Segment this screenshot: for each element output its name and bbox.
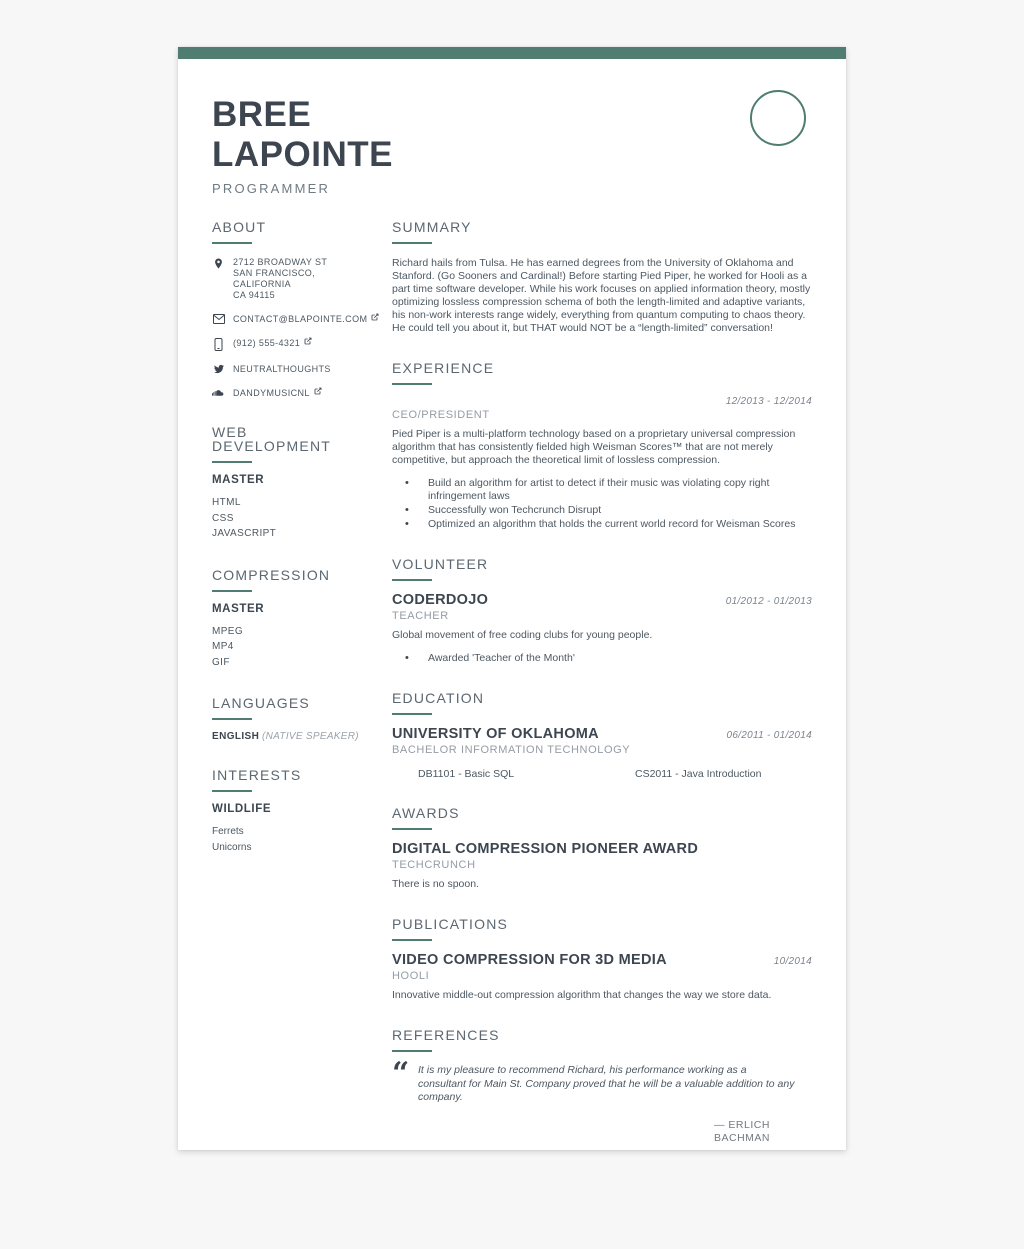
entry-header — [392, 841, 812, 857]
twitter-icon — [212, 364, 225, 375]
phone-row[interactable] — [212, 338, 370, 351]
soundcloud-handle[interactable]: DANDYMUSICNL — [233, 388, 310, 398]
contact-list — [212, 257, 370, 399]
entry-description: Innovative middle-out compression algorithm that changes the way we store data. — [392, 989, 772, 1001]
entry-bullets — [392, 652, 812, 665]
skill-item: JAVASCRIPT — [212, 528, 277, 539]
entry-description: Pied Piper is a multi-platform technology based on a proprietary universal compression algorithm that has consistently fielded high Weisman Scores™ that are not merely competitive, but approach the theoretical limit of lossless compression. — [392, 428, 796, 466]
bullet-item: • Optimized an algorithm that holds the current world record for Weisman Scores — [392, 518, 812, 531]
entry-date: 01/2012 - 01/2013 — [725, 596, 812, 607]
entry-date: 10/2014 — [773, 956, 812, 967]
skill-level: MASTER — [212, 602, 265, 615]
entry-description: Global movement of free coding clubs for young people. — [392, 629, 653, 641]
soundcloud-row[interactable] — [212, 388, 370, 399]
reference-quote — [392, 1056, 812, 1105]
avatar-placeholder — [750, 90, 806, 146]
interest-items — [212, 824, 370, 856]
candidate-name-line1: BREE — [212, 95, 312, 134]
skill-item: MPEG — [212, 625, 244, 637]
interests-section — [212, 768, 370, 856]
entry-title: VIDEO COMPRESSION FOR 3D MEDIA — [392, 952, 667, 968]
language-row — [212, 731, 370, 742]
mobile-phone-icon — [212, 338, 225, 351]
volunteer-section — [392, 557, 812, 665]
volunteer-entry — [392, 592, 812, 665]
external-link-icon — [304, 337, 312, 350]
award-entry — [392, 841, 812, 891]
summary-section — [392, 220, 812, 335]
quote-attribution — [714, 1119, 812, 1145]
skill-section-heading: COMPRESSION — [212, 566, 331, 583]
entry-header — [392, 952, 812, 968]
course-item: CS2011 - Java Introduction — [635, 768, 762, 780]
entry-title: UNIVERSITY OF OKLAHOMA — [392, 726, 599, 742]
entry-degree: BACHELOR INFORMATION TECHNOLOGY — [392, 744, 631, 756]
candidate-name-line2: LAPOINTE — [212, 135, 393, 174]
attribution-line: BACHMAN — [714, 1131, 771, 1144]
skill-section-heading: WEB DEVELOPMENT — [212, 424, 331, 454]
quote-text: It is my pleasure to recommend Richard, his performance working as a consultant for Main St. Company proved that he will be a valuable addition to any company. — [418, 1064, 795, 1103]
entry-header — [392, 592, 812, 608]
interests-heading: INTERESTS — [212, 767, 302, 783]
experience-section — [392, 361, 812, 531]
twitter-row[interactable] — [212, 364, 370, 375]
skill-items — [212, 624, 370, 671]
candidate-job-title: PROGRAMMER — [212, 181, 331, 196]
references-section — [392, 1028, 812, 1145]
heading-rule — [212, 790, 252, 792]
publications-section — [392, 917, 812, 1002]
skill-item: HTML — [212, 497, 241, 508]
entry-role: TEACHER — [392, 610, 449, 622]
experience-entry — [392, 396, 812, 531]
interest-category: WILDLIFE — [212, 803, 272, 815]
interest-item: Unicorns — [212, 842, 252, 853]
entry-header — [392, 396, 812, 407]
skill-section-compression — [212, 568, 370, 671]
map-marker-icon — [212, 257, 225, 301]
content-columns — [178, 196, 846, 1145]
candidate-name — [212, 95, 812, 175]
education-section — [392, 691, 812, 780]
about-section — [212, 220, 370, 399]
course-item: DB1101 - Basic SQL — [418, 768, 515, 780]
heading-rule — [392, 579, 432, 581]
attribution-line: — ERLICH — [714, 1118, 770, 1131]
skill-section-web-development — [212, 425, 370, 542]
twitter-handle[interactable]: NEUTRALTHOUGHTS — [233, 364, 331, 374]
awards-section — [392, 806, 812, 891]
external-link-icon — [314, 387, 322, 398]
heading-rule — [392, 828, 432, 830]
email-link[interactable]: CONTACT@BLAPOINTE.COM — [233, 314, 368, 324]
address-line: CA 94115 — [233, 290, 276, 300]
heading-rule — [212, 242, 252, 244]
resume-page — [178, 47, 846, 1150]
entry-date: 12/2013 - 12/2014 — [725, 396, 812, 407]
heading-rule — [212, 718, 252, 720]
publications-heading: PUBLICATIONS — [392, 916, 509, 932]
address-row — [212, 257, 370, 301]
bullet-item: • Build an algorithm for artist to detect if their music was violating copy right infringement laws — [392, 477, 812, 503]
about-heading: ABOUT — [212, 219, 267, 235]
address-text — [233, 257, 370, 301]
language-proficiency: (NATIVE SPEAKER) — [262, 731, 359, 742]
entry-title: CODERDOJO — [392, 592, 489, 608]
summary-heading: SUMMARY — [392, 219, 472, 235]
entry-header — [392, 726, 812, 742]
awards-heading: AWARDS — [392, 805, 460, 821]
main-column — [392, 205, 812, 1145]
heading-rule — [212, 590, 252, 592]
references-heading: REFERENCES — [392, 1027, 500, 1043]
volunteer-heading: VOLUNTEER — [392, 556, 489, 572]
heading-rule — [392, 242, 432, 244]
email-row[interactable] — [212, 314, 370, 325]
languages-section — [212, 696, 370, 742]
resume-header — [178, 59, 846, 196]
skill-item: GIF — [212, 656, 230, 668]
languages-heading: LANGUAGES — [212, 695, 310, 711]
heading-rule — [392, 713, 432, 715]
education-entry — [392, 726, 812, 780]
summary-text: Richard hails from Tulsa. He has earned degrees from the University of Oklahoma and Stanford. (Go Sooners and Cardinal!) Before starting Pied Piper, he worked for Hooli as a part time software developer. While his work focuses on applied information theory, mostly optimizing lossless compression schema of both the length-limited and adaptive variants, his non-work interests range widely, everything from quantum computing to chaos theory. He could tell you about it, but THAT would NOT be a “length-limited” conversation! — [392, 257, 811, 334]
address-line: 2712 BROADWAY ST — [233, 257, 328, 267]
entry-publisher: HOOLI — [392, 970, 430, 982]
skill-item: MP4 — [212, 641, 234, 652]
experience-heading: EXPERIENCE — [392, 360, 495, 376]
entry-issuer: TECHCRUNCH — [392, 859, 476, 871]
publication-entry — [392, 952, 812, 1002]
entry-title: DIGITAL COMPRESSION PIONEER AWARD — [392, 841, 699, 857]
heading-rule — [212, 461, 252, 463]
address-line: SAN FRANCISCO, CALIFORNIA — [233, 268, 316, 289]
education-heading: EDUCATION — [392, 690, 485, 706]
bullet-item: • Successfully won Techcrunch Disrupt — [392, 504, 812, 517]
entry-bullets — [392, 477, 812, 531]
entry-description: There is no spoon. — [392, 878, 479, 890]
skill-items — [212, 495, 370, 542]
heading-rule — [392, 939, 432, 941]
skill-level: MASTER — [212, 474, 265, 486]
course-list — [392, 768, 812, 780]
heading-rule — [392, 383, 432, 385]
bullet-item: • Awarded 'Teacher of the Month' — [392, 652, 812, 665]
entry-role: CEO/PRESIDENT — [392, 409, 490, 421]
heading-rule — [392, 1050, 432, 1052]
language-name: ENGLISH — [212, 731, 260, 742]
interest-item: Ferrets — [212, 826, 244, 837]
phone-link[interactable]: (912) 555-4321 — [233, 338, 301, 348]
external-link-icon — [371, 313, 379, 324]
sidebar — [212, 205, 392, 1145]
top-accent-bar — [178, 47, 846, 59]
envelope-icon — [212, 314, 225, 325]
quote-icon: “ — [392, 1056, 410, 1091]
entry-date: 06/2011 - 01/2014 — [726, 730, 812, 741]
skill-item: CSS — [212, 512, 234, 524]
soundcloud-icon — [212, 388, 225, 399]
